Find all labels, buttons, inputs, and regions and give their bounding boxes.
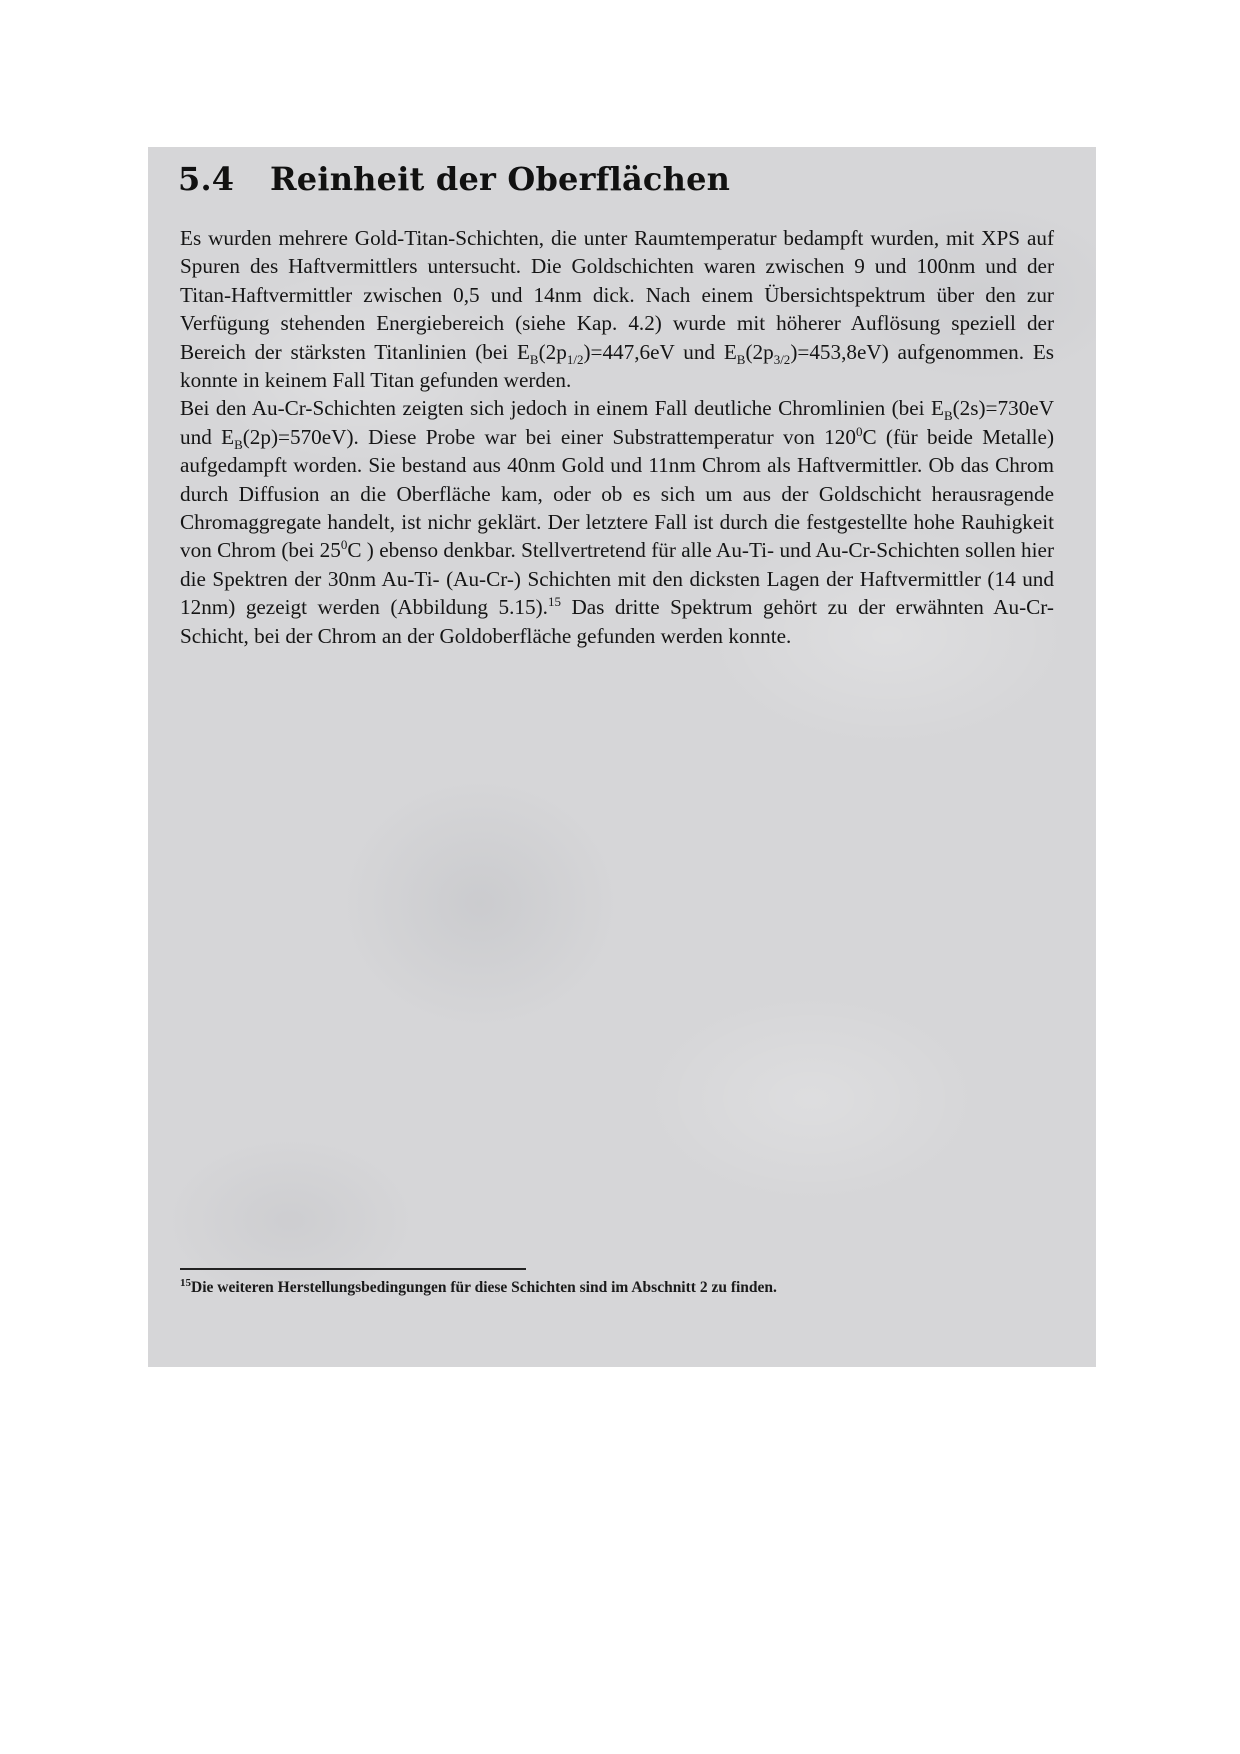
paragraph-text: (2p bbox=[538, 339, 567, 364]
degree-mark: 0 bbox=[340, 537, 348, 553]
subscript: 3/2 bbox=[773, 351, 791, 367]
paragraph-text: Bei den Au-Cr-Schichten zeigten sich jedoch in einem Fall deutliche Chromlinien (bei bbox=[180, 396, 931, 421]
footnote-mark: 15 bbox=[180, 1276, 191, 1289]
subscript: 1/2 bbox=[566, 351, 584, 367]
paragraph-text: C (für beide Metalle) aufgedampft worden. Sie bestand aus 40nm Gold und 11nm Chrom als Haftvermittler. Ob das Chrom durch Diffusion an die Oberfläche kam, oder ob es sich um aus der Goldschicht herausragende Chromaggregate handelt, ist nichr geklärt. Der letztere Fall ist durch die festgestellte hohe Rauhigkeit von Chrom (bei 25 bbox=[180, 424, 1054, 563]
paragraph-titan bbox=[180, 224, 1054, 394]
subscript: B bbox=[736, 351, 746, 367]
subscript: B bbox=[529, 351, 539, 367]
paragraph-text: )=447,6eV und bbox=[583, 339, 724, 364]
section-heading bbox=[178, 159, 730, 199]
paragraph-chrom bbox=[180, 394, 1054, 650]
paragraph-text: )=453,8eV) aufgenommen. Es konnte in keinem Fall Titan gefunden werden. bbox=[180, 339, 1055, 393]
paragraph-text: C ) ebenso denkbar. Stellvertretend für alle Au-Ti- und Au-Cr-Schichten sollen hier die Spektren der 30nm Au-Ti- (Au-Cr-) Schichten mit den dicksten Lagen der Haftvermittler (14 und 12nm) gezeigt werden (Abbildung 5.15). bbox=[180, 538, 1054, 620]
footnote-divider bbox=[180, 1268, 526, 1270]
footnote bbox=[180, 1277, 1054, 1299]
scanned-page bbox=[148, 147, 1096, 1367]
paragraph-text: Es wurden mehrere Gold-Titan-Schichten, die unter Raumtemperatur bedampft wurden, mit XPS auf Spuren des Haftvermittlers untersucht. Die Goldschichten waren zwischen 9 und 100nm und der Titan-Haftvermittler zwischen 0,5 und 14nm dick. Nach einem Übersichtspektrum über den zur Verfügung stehenden Energiebereich (siehe Kap. 4.2) wurde mit höherer Auflösung speziell der Bereich der stärksten Titanlinien (bei bbox=[180, 226, 1054, 364]
subscript: B bbox=[234, 437, 243, 453]
section-title: Reinheit der Oberflächen bbox=[270, 160, 731, 198]
footnote-reference: 15 bbox=[547, 594, 561, 610]
binding-energy-symbol: E bbox=[221, 424, 235, 449]
paragraph-text: Das dritte Spektrum gehört zu der erwähnten Au-Cr-Schicht, bei der Chrom an der Goldoberfläche gefunden werden konnte. bbox=[180, 595, 1054, 648]
footnote-text: Die weiteren Herstellungsbedingungen für diese Schichten sind im Abschnitt 2 zu finden. bbox=[191, 1279, 777, 1296]
binding-energy-symbol: E bbox=[723, 339, 737, 364]
section-number: 5.4 bbox=[178, 160, 235, 198]
binding-energy-symbol: E bbox=[930, 396, 944, 421]
paragraph-text: (2p bbox=[745, 339, 774, 364]
subscript: B bbox=[943, 408, 953, 424]
binding-energy-symbol: E bbox=[516, 339, 530, 364]
paragraph-text: (2p)=570eV). Diese Probe war bei einer Substrattemperatur von 120 bbox=[242, 424, 856, 449]
paragraph-text: (2s)=730eV und bbox=[180, 396, 1054, 449]
degree-mark: 0 bbox=[855, 423, 863, 439]
body-text bbox=[180, 224, 1054, 650]
